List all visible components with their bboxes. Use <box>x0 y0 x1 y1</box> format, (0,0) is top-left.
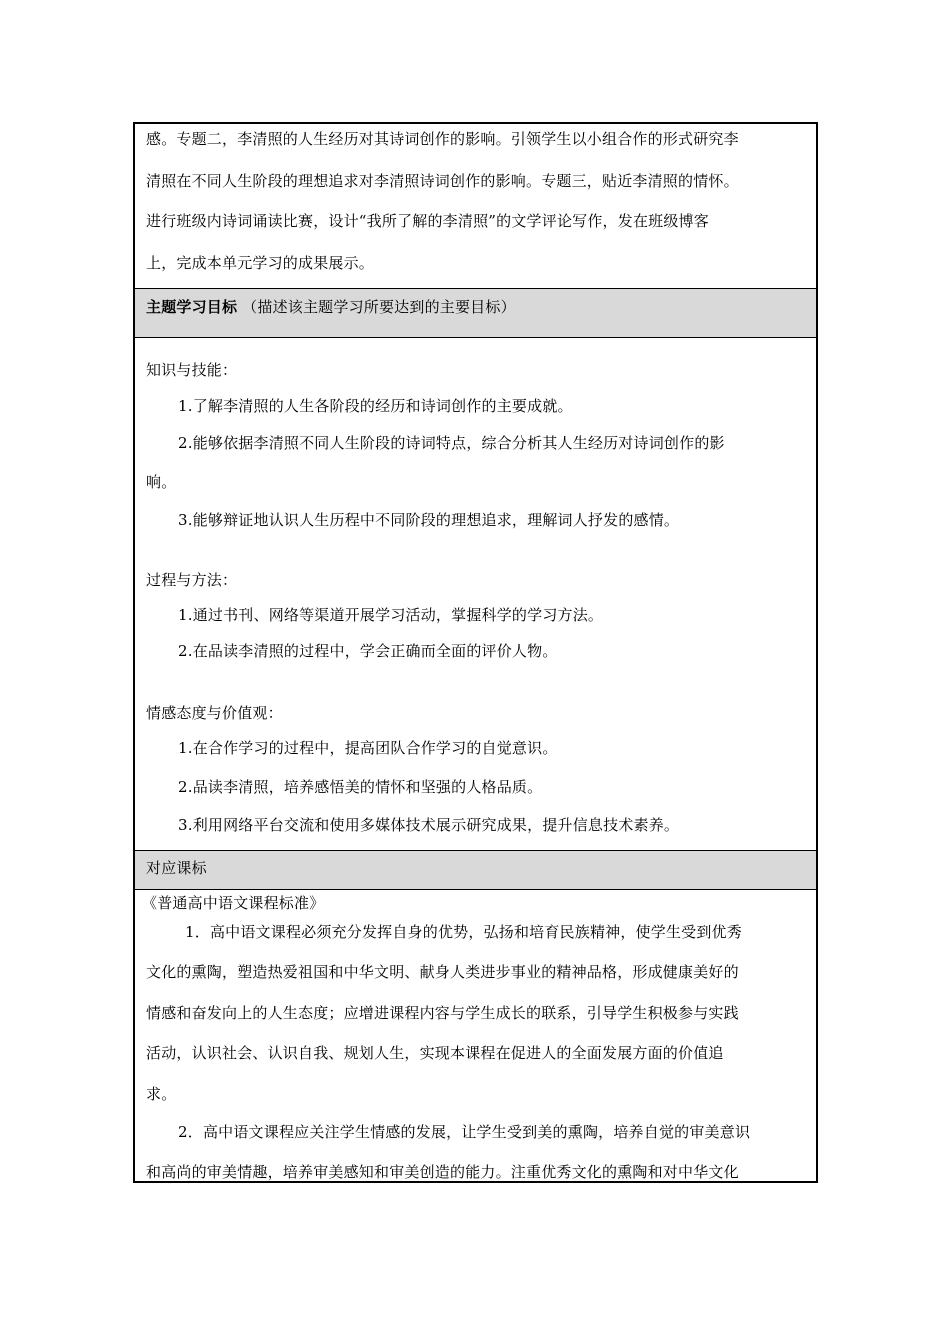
standards-source: 《普通高中语文课程标准》 <box>142 894 325 912</box>
standards-line: 2．高中语文课程应关注学生情感的发展，让学生受到美的熏陶，培养自觉的审美意识 <box>178 1123 751 1141</box>
process-title: 过程与方法： <box>146 571 238 589</box>
emotion-item: 2.品读李清照，培养感悟美的情怀和坚强的人格品质。 <box>178 778 543 796</box>
emotion-item: 1.在合作学习的过程中，提高团队合作学习的自觉意识。 <box>178 739 558 757</box>
standards-line: 文化的熏陶，塑造热爱祖国和中华文明、献身人类进步事业的精神品格，形成健康美好的 <box>146 963 739 981</box>
topic-description-cell <box>135 124 816 288</box>
standards-header-title: 对应课标 <box>146 859 207 877</box>
standards-line: 1．高中语文课程必须充分发挥自身的优势，弘扬和培育民族精神，使学生受到优秀 <box>185 923 742 941</box>
process-item: 2.在品读李清照的过程中，学会正确而全面的评价人物。 <box>178 642 558 660</box>
standards-line: 情感和奋发向上的人生态度；应增进课程内容与学生成长的联系，引导学生积极参与实践 <box>146 1004 739 1022</box>
goals-content-cell <box>135 338 816 850</box>
goals-header-row <box>135 288 816 338</box>
knowledge-item: 3.能够辩证地认识人生历程中不同阶段的理想追求，理解词人抒发的感情。 <box>178 511 680 529</box>
goals-header-note: （描述该主题学习所要达到的主要目标） <box>242 298 516 316</box>
knowledge-item: 1.了解李清照的人生各阶段的经历和诗词创作的主要成就。 <box>178 397 573 415</box>
emotion-item: 3.利用网络平台交流和使用多媒体技术展示研究成果，提升信息技术素养。 <box>178 816 680 834</box>
standards-line: 求。 <box>146 1085 177 1103</box>
emotion-title: 情感态度与价值观： <box>146 704 283 722</box>
intro-line: 感。专题二，李清照的人生经历对其诗词创作的影响。引领学生以小组合作的形式研究李 <box>146 130 739 148</box>
standards-line: 和高尚的审美情趣，培养审美感知和审美创造的能力。注重优秀文化的熏陶和对中华文化 <box>146 1163 739 1181</box>
knowledge-item: 2.能够依据李清照不同人生阶段的诗词特点，综合分析其人生经历对诗词创作的影 <box>178 434 725 452</box>
course-design-table <box>133 122 818 1183</box>
intro-line: 上，完成本单元学习的成果展示。 <box>146 254 375 272</box>
standards-header-row <box>135 850 816 890</box>
intro-line: 清照在不同人生阶段的理想追求对李清照诗词创作的影响。专题三，贴近李清照的情怀。 <box>146 172 739 190</box>
knowledge-title: 知识与技能： <box>146 361 238 379</box>
knowledge-item-wrap: 响。 <box>146 473 177 491</box>
intro-line: 进行班级内诗词诵读比赛，设计“我所了解的李清照”的文学评论写作，发在班级博客 <box>146 212 709 230</box>
goals-header-title: 主题学习目标 <box>146 298 238 316</box>
standards-line: 活动，认识社会、认识自我、规划人生，实现本课程在促进人的全面发展方面的价值追 <box>146 1044 724 1062</box>
standards-content-cell <box>135 890 816 1181</box>
process-item: 1.通过书刊、网络等渠道开展学习活动，掌握科学的学习方法。 <box>178 606 604 624</box>
